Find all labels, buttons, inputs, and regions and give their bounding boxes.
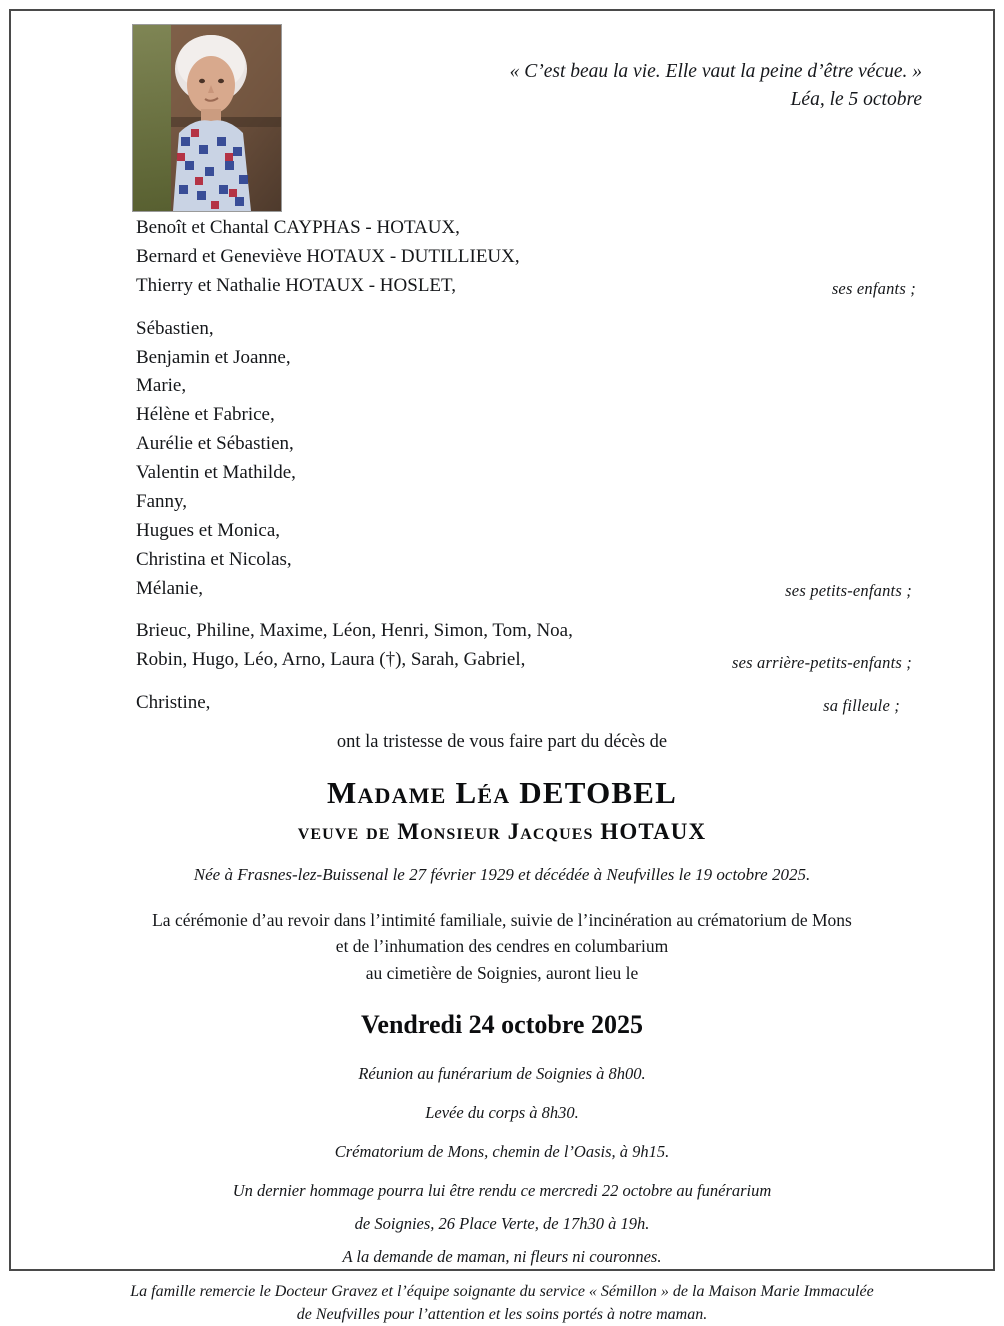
family-role-label: ses enfants ; — [831, 278, 916, 298]
portrait-photo — [132, 24, 282, 212]
family-line: Sébastien, — [136, 317, 214, 339]
family-line: Christine, — [136, 692, 211, 714]
family-line: Christina et Nicolas, — [136, 548, 292, 570]
family-role-label: ses arrière-petits-enfants ; — [731, 653, 912, 673]
family-line: Bernard et Geneviève HOTAUX - DUTILLIEUX, — [136, 245, 520, 267]
family-line: Fanny, — [136, 490, 188, 512]
detail-tribute-line-2: de Soignies, 26 Place Verte, de 17h30 à 19h. — [354, 1213, 650, 1233]
thanks-line: de Neufvilles pour l’attention et les soins portés à notre maman. — [296, 1305, 708, 1323]
family-group-great-grandchildren — [136, 617, 982, 675]
family-group-children — [136, 214, 982, 301]
ceremony-line: La cérémonie d’au revoir dans l’intimité familiale, suivie de l’incinération au crématorium de Mons — [152, 910, 852, 930]
family-line: Robin, Hugo, Léo, Arno, Laura (†), Sarah, Gabriel, — [136, 649, 526, 671]
family-role-label: ses petits-enfants ; — [785, 581, 912, 601]
family-line: Thierry et Nathalie HOTAUX - HOSLET, — [136, 274, 456, 296]
detail-no-flowers: A la demande de maman, ni fleurs ni couronnes. — [342, 1246, 662, 1266]
header-block — [22, 20, 982, 210]
detail-body-removal: Levée du corps à 8h30. — [425, 1102, 579, 1122]
detail-gathering: Réunion au funérarium de Soignies à 8h00. — [358, 1063, 646, 1083]
quote-block — [402, 58, 922, 115]
family-line: Benoît et Chantal CAYPHAS - HOTAUX, — [136, 217, 460, 238]
deceased-name: Madame Léa DETOBEL — [326, 775, 678, 810]
family-group-goddaughter — [136, 689, 982, 718]
announcement-intro: ont la tristesse de vous faire part du décès de — [336, 732, 668, 752]
ceremony-line: et de l’inhumation des cendres en columbarium — [335, 936, 669, 957]
quote-text: « C’est beau la vie. Elle vaut la peine d’être vécue. » — [509, 61, 922, 82]
family-line: Mélanie, — [136, 577, 204, 599]
thanks-block — [22, 1280, 982, 1326]
family-line: Hugues et Monica, — [136, 519, 281, 541]
family-line: Aurélie et Sébastien, — [136, 433, 294, 455]
announcement-block — [22, 732, 982, 1326]
family-role-label: sa filleule ; — [823, 696, 900, 715]
family-line: Brieuc, Philine, Maxime, Léon, Henri, Simon, Tom, Noa, — [136, 620, 573, 642]
family-line: Hélène et Fabrice, — [136, 404, 275, 426]
family-line: Valentin et Mathilde, — [136, 462, 296, 483]
deceased-subtitle: veuve de Monsieur Jacques HOTAUX — [297, 819, 707, 844]
ceremony-description — [22, 907, 982, 986]
family-line: Benjamin et Joanne, — [136, 346, 291, 368]
quote-signature: Léa, le 5 octobre — [790, 89, 922, 111]
thanks-line: La famille remercie le Docteur Gravez et l’équipe soignante du service « Sémillon » de la Maison Marie Immaculée — [130, 1282, 874, 1300]
ceremony-date: Vendredi 24 octobre 2025 — [361, 1009, 643, 1039]
page-content — [22, 20, 982, 1323]
detail-crematorium: Crématorium de Mons, chemin de l’Oasis, à 9h15. — [334, 1141, 670, 1161]
birth-death-line: Née à Frasnes-lez-Buissenal le 27 février 1929 et décédée à Neufvilles le 19 octobre 2025. — [193, 865, 811, 884]
ceremony-line: au cimetière de Soignies, auront lieu le — [365, 962, 639, 983]
detail-tribute-line-1: Un dernier hommage pourra lui être rendu ce mercredi 22 octobre au funérarium — [232, 1180, 772, 1200]
family-group-grandchildren — [136, 315, 982, 604]
family-list — [22, 214, 982, 718]
family-line: Marie, — [136, 375, 187, 397]
